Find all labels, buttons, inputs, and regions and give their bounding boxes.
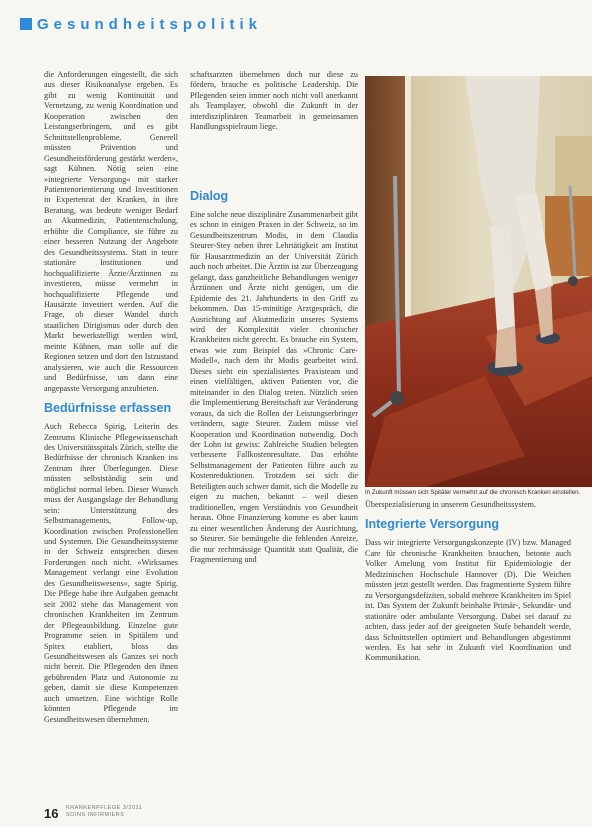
col2-paragraph-1: Eine solche neue disziplinäre Zusammenarbeit gibt es schon in einigen Praxen in der Schweiz, so im Gesundheitszentrum Modis, in dem Claudia Steurer-Stey neben ihrer Lehrtätigkeit am Institut für Hausarztmedizin an der Universität Zürich auch noch arbeitet. Die Ärztin ist zur Überzeugung gelangt, dass ganzheitliche Behandlungen weniger Ärztinnen und Ärzte nicht genügen, um die Epidemie des 21. Jahrhunderts in den Griff zu bekommen. Das 15-minütige Arztgespräch, die Ausrichtung auf Akutmedizin unseres Systems wird der Komplexität vieler chronischer Krankheiten nicht gerecht. Es brauche ein System, etwas wie zum Beispiel das »Chronic Care-Modell«, nach dem ihr Modis gearbeitet wird. Dieses sieht ein spezialisiertes Praxisteam und einen vielfältigen, aktiven Patienten vor, die miteinander in den Dialog treten. Nützlich seien die Implementierung Bereitschaft zur Veränderung voraus, da sich die Rollen der Leistungserbringer verändern, sagte Steurer. Zudem müsse viel Kooperation und Koordination notwendig. Doch der Lohn ist gewiss: Zahlreiche Studien belegten verbesserte Fallkostenresultate. Das erhöhte Selbstmanagement der Patienten führe auch zu Kostenreduktionen. Trotzdem sei sich die Beteiligten auch schwer damit, sich die Modelle zu eigen zu machen, bekannt – weil diesen traditionellen, engen Verständnis von Gesundheit heraus. Ohne Finanzierung komme es aber kaum zu einer wesentlichen Änderung der Ausrichtung, so Steurer. Sie bemängelte die fehlenden Anreize, die nur rechtmässige Quantität statt Qualität, die Fragmentierung und (190, 210, 358, 564)
section-header (20, 14, 262, 34)
heading-dialog: Dialog (190, 189, 229, 203)
column-2-top (190, 70, 358, 185)
heading-beduerfnisse: Bedürfnisse erfassen (44, 401, 172, 416)
column-2 (190, 182, 358, 792)
col3-paragraph-0: Überspezialisierung in unserem Gesundheitssystem. (365, 500, 536, 509)
journal-line-2: SOINS INFIRMIERS (66, 812, 125, 818)
col2-paragraph-0: schaftsarzten übernehmen doch nur diese zu fördern, brauche es politische Leadership. Die Pflegenden seien immer noch nicht voll anerkannt als Teamplayer, obwohl die Zukunft in der interdisziplinären Teamarbeit in gemeinsamen Handlungsspielraum liege. (190, 70, 358, 132)
col1-paragraph-1: die Anforderungen eingestellt, die sich aus dieser Risikoanalyse ergeben. Es gibt zu wenig Kontinuität und Vernetzung, zu wenig Koordination und Kooperation zwischen den Leistungserbringern, und es gibt Schnittstellenprobleme. Generell müssten Prävention und Gesundheitsförderung gestärkt werden«, sagt Kühnen. Nötig seien eine »integrierte Versorgung« mit starker Patientenorientierung und Investitionen in Expertenrat der Kranken, in ihre Beratung, was bedeute weniger Bedarf an Akutmedizin, Patientenschulung, erhöhte die Compliance, sie führe zu einer besseren Nutzung der Angebote des Gesundheitssystems. Statt in teure stationäre Institutionen und hochqualifizierte Ärzte/Ärztinnen zu investieren, müsse vermehrt in hochqualifizierte Pflegende und Hausärzte investiert werden. Auf die Frage, ob dieser Wandel durch staatlichen Dirigismus oder durch den Markt bewerkstelligt werden wird, meinte Kühnen, man solle auf die Regionen setzen und dort den Istzustand analysieren, wie auch die Ressourcen und Bedürfnisse, um dann eine angepasste Versorgung anzubieten. (44, 70, 178, 393)
page-number: 16 (44, 806, 59, 821)
journal-reference (66, 805, 142, 819)
section-square-icon (20, 18, 32, 30)
walker-photo-illustration (365, 76, 592, 487)
article-photo (365, 76, 592, 487)
heading-integrierte-versorgung: Integrierte Versorgung (365, 517, 500, 532)
column-1 (44, 70, 178, 792)
photo-caption: In Zukunft müssen sich Spitäler vermehrt auf die chronisch Kranken einstellen. (365, 489, 581, 496)
section-title: Gesundheitspolitik (37, 15, 263, 33)
col1-paragraph-2: Auch Rebecca Spirig, Leiterin des Zentrums Klinische Pflegewissenschaft des Universitätsspitals Zürich, stellte die Bedürfnisse der chronisch Kranken ins Zentrum ihrer Überlegungen. Diese müssten selbstständig sein und möglichst normal leben. Dieser Wunsch muss der Ausgangslage der Behandlung sein: Unterstützung des Selbstmanagements, Follow-up, Koordination zwischen Professionellen und Systemen. Die Gesundheitssysteme in der Schweiz entsprechen diesen Forderungen noch nicht. »Wirksames Management verlangt eine Evolution des Gesundheitswesens«, sagte Spirig. Die Pflege habe ihre Aufgaben gemacht seit 2002 stehe das Management von chronischen Krankheiten im Zentrum der Pflegeausbildung. Einzelne gute Programme seien in Spitälern und Spitex etabliert, bloss das Gesundheitswesen als Ganzes sei noch nicht bereit. Die Pflegenden den ihnen gebührenden Platz und Autonomie zu geben, damit sie diese Kompetenzen auch umsetzen. Eine wichtige Rolle könnten Pflegende im Gesundheitswesen übernehmen. (44, 422, 178, 724)
col3-paragraph-1: Dass wir integrierte Versorgungskonzepte (IV) bzw. Managed Care für chronische Krankheiten brauchen, betonte auch Volker Amelung vom Institut für Epidemiologie der Medizinischen Hochschule Hannover (D). Die Weichen müssten jetzt gestellt werden. Das fragmentierte System führe zu Versorgungsdefiziten, sobald mehrere Krankheiten im Spiel ist. Das System der Zukunft beinhalte Primär-, Sekundär- und stationäre oder ambulante Versorgung. Dabei sei darauf zu achten, dass jeder auf der geeigneten Stufe behandelt werde, dass Schnittstellen optimiert und Behandlungen abgestimmt werden. Es hat sehr in Zukunft viel Koordination und Kommunikation. (365, 538, 571, 663)
journal-line-1: KRANKENPFLEGE 3/2011 (66, 805, 143, 811)
column-3 (365, 500, 571, 800)
